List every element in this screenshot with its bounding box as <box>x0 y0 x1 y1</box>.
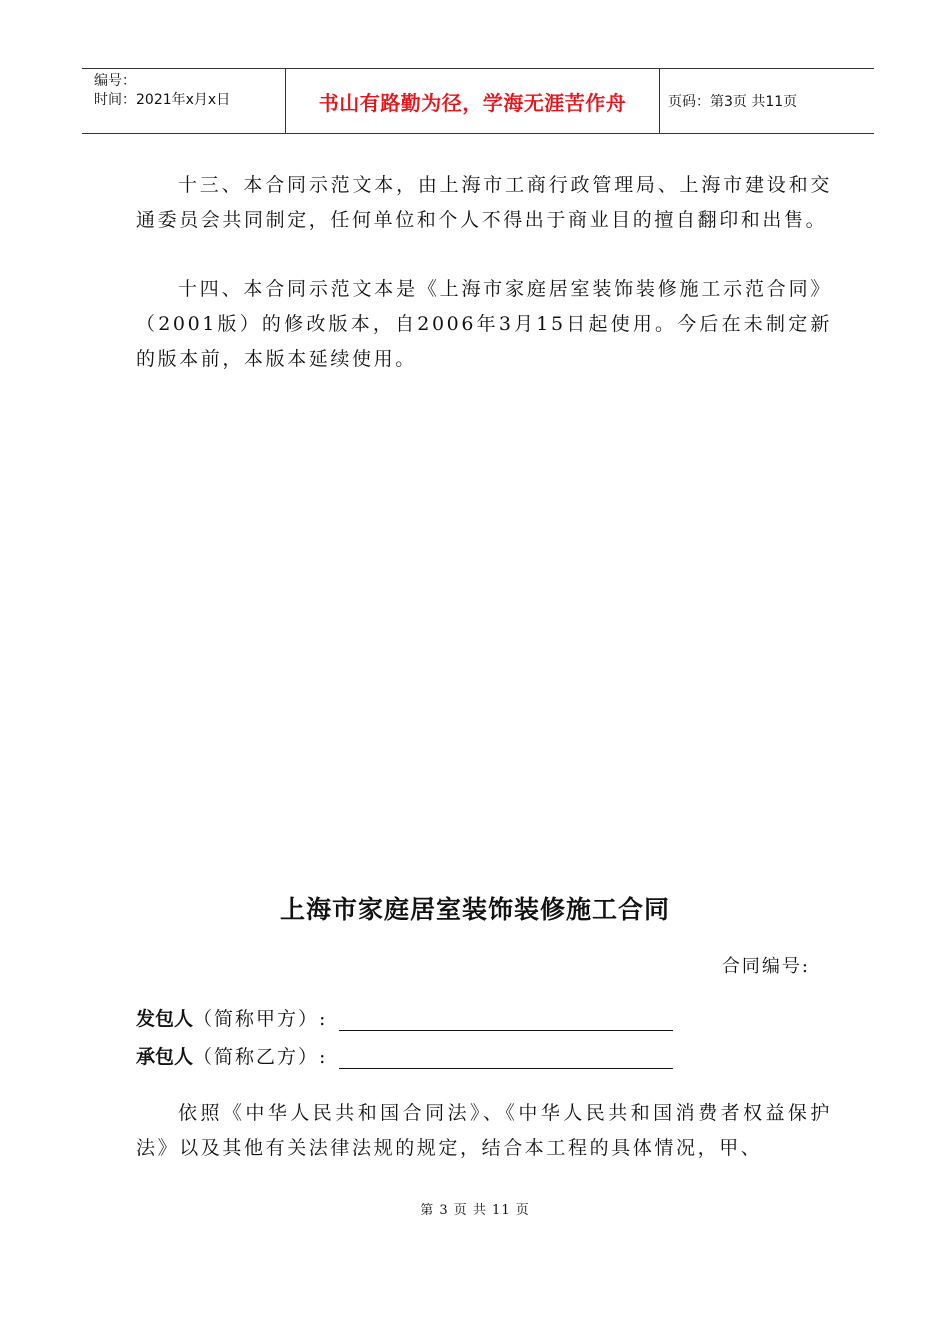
header-motto: 书山有路勤为径，学海无涯苦作舟 <box>286 69 660 133</box>
contract-number-label: 合同编号: <box>721 956 810 977</box>
party-b-row <box>136 1042 673 1069</box>
page-footer: 第 3 页 共 11 页 <box>420 1203 530 1218</box>
party-a-row <box>136 1004 673 1031</box>
party-a-label: 发包人 <box>136 1008 194 1030</box>
header-page-info: 页码：第3页 共11页 <box>668 94 798 110</box>
party-b-label: 承包人 <box>136 1046 194 1068</box>
header-time-label: 时间：2021年x月x日 <box>94 92 231 108</box>
paragraph-14: 十四、本合同示范文本是《上海市家庭居室装饰装修施工示范合同》（2001版）的修改版本，自2006年3月15日起使用。今后在未制定新的版本前，本版本延续使用。 <box>136 278 832 370</box>
page-header <box>82 68 874 134</box>
contract-intro: 依照《中华人民共和国合同法》、《中华人民共和国消费者权益保护法》以及其他有关法律法规的规定，结合本工程的具体情况，甲、 <box>136 1102 832 1159</box>
party-a-blank[interactable] <box>339 1010 673 1031</box>
paragraph-13: 十三、本合同示范文本，由上海市工商行政管理局、上海市建设和交通委员会共同制定，任何单位和个人不得出于商业目的擅自翻印和出售。 <box>136 174 832 231</box>
party-a-note: （简称甲方）: <box>193 1008 328 1030</box>
contract-title: 上海市家庭居室装饰装修施工合同 <box>279 895 670 924</box>
party-b-blank[interactable] <box>339 1048 673 1069</box>
header-meta <box>82 69 286 133</box>
header-number-label: 编号： <box>94 73 136 89</box>
party-b-note: （简称乙方）: <box>193 1046 328 1068</box>
